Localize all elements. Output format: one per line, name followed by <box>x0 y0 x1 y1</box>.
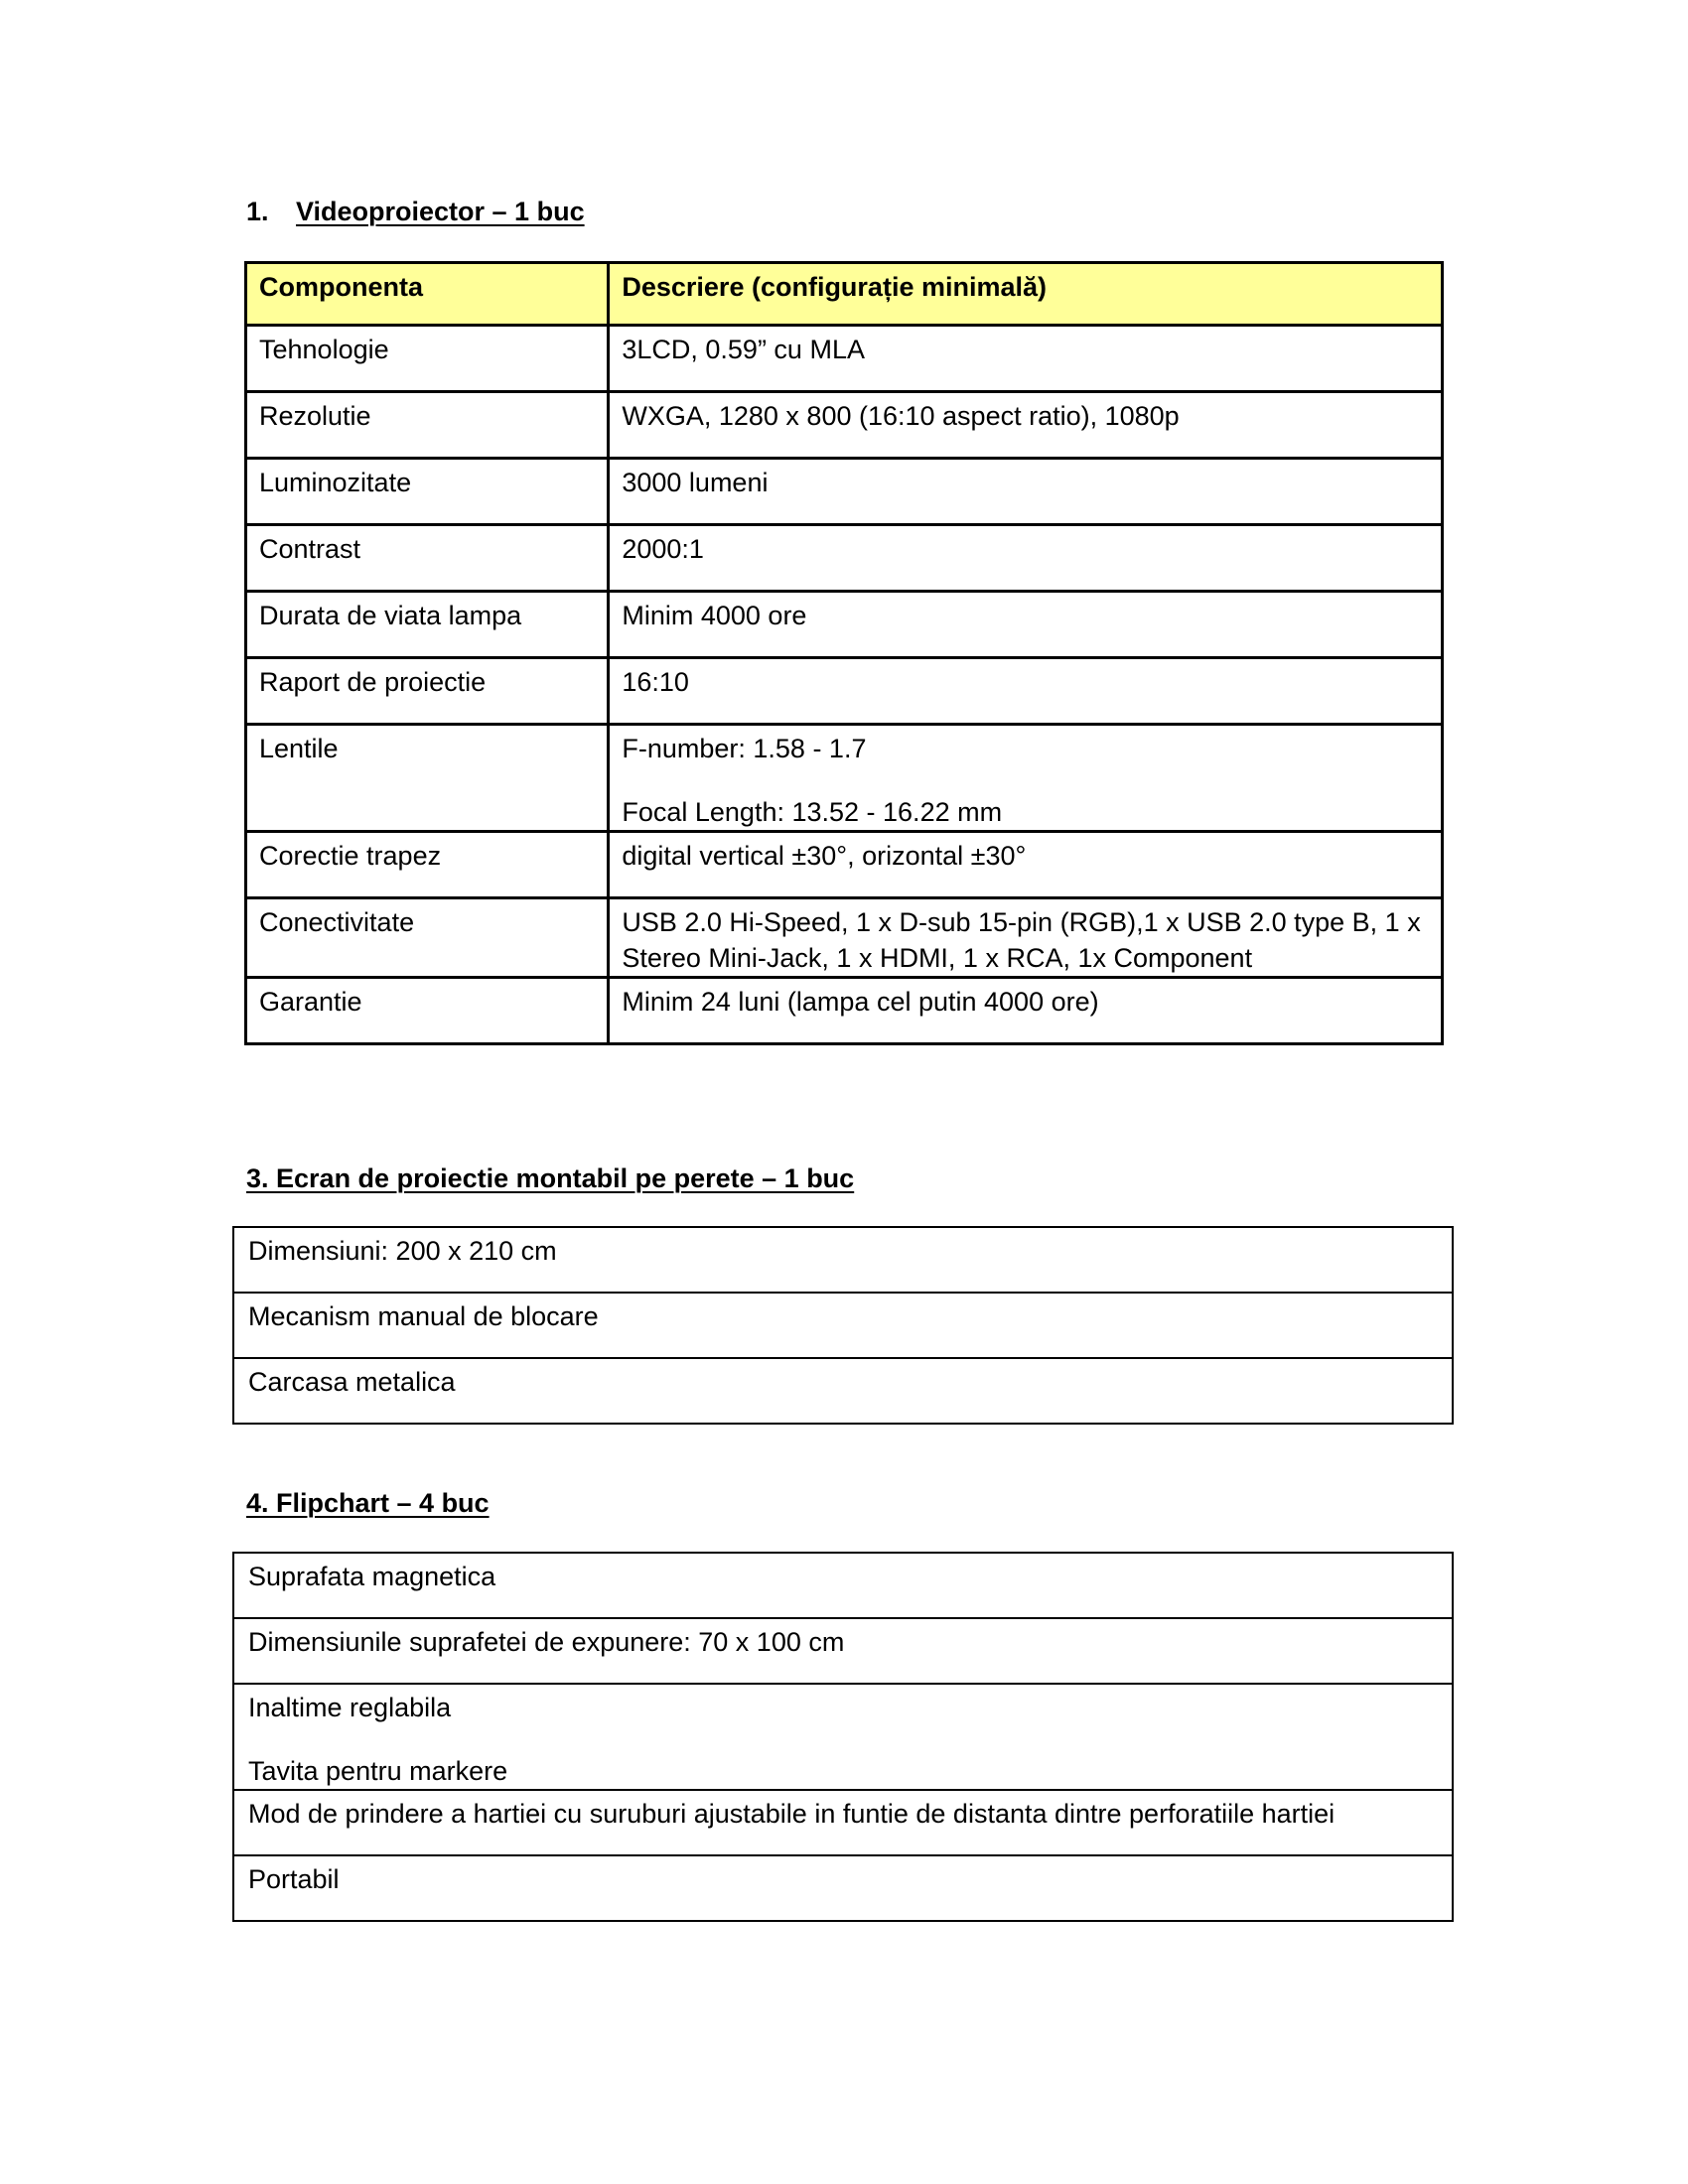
spec-table-row <box>246 832 1443 898</box>
ecran-row-text: Dimensiuni: 200 x 210 cm <box>248 1236 557 1266</box>
spec-component-cell: Tehnologie <box>246 326 609 392</box>
ecran-spec-table <box>232 1226 1454 1425</box>
spec-table-row <box>246 592 1443 658</box>
section-1-heading <box>246 197 585 227</box>
section-1-number: 1. <box>246 197 269 226</box>
spec-component-cell: Corectie trapez <box>246 832 609 898</box>
spec-component-cell: Garantie <box>246 978 609 1044</box>
spec-description-line: 16:10 <box>622 667 689 697</box>
spec-description-cell <box>609 832 1443 898</box>
flipchart-row-text: Dimensiunile suprafetei de expunere: 70 x 100 cm <box>248 1627 845 1657</box>
spec-description-cell <box>609 978 1443 1044</box>
ecran-row <box>233 1358 1453 1424</box>
flipchart-row-text: Suprafata magnetica <box>248 1562 496 1591</box>
spec-table-row <box>246 658 1443 725</box>
spec-table-row <box>246 725 1443 832</box>
ecran-row-text: Mecanism manual de blocare <box>248 1301 599 1331</box>
spec-description-line: WXGA, 1280 x 800 (16:10 aspect ratio), 1080p <box>622 401 1180 431</box>
spec-description-cell <box>609 592 1443 658</box>
section-3-heading: 3. Ecran de proiectie montabil pe perete – 1 buc <box>246 1163 855 1193</box>
spec-description-line: USB 2.0 Hi-Speed, 1 x D-sub 15-pin (RGB),1 x USB 2.0 type B, 1 x Stereo Mini-Jack, 1 x HDMI, 1 x RCA, 1x Component <box>622 907 1421 973</box>
spec-table-row <box>246 459 1443 525</box>
spec-description-line: digital vertical ±30°, orizontal ±30° <box>622 841 1027 871</box>
spec-description-line: Minim 4000 ore <box>622 601 807 630</box>
spec-description-cell <box>609 525 1443 592</box>
spec-component-cell: Contrast <box>246 525 609 592</box>
ecran-row <box>233 1293 1453 1358</box>
spec-description-line: F-number: 1.58 - 1.7 <box>622 734 867 763</box>
flipchart-row-text: Inaltime reglabila <box>248 1693 452 1722</box>
ecran-row-cell <box>233 1358 1453 1424</box>
flipchart-row <box>233 1790 1453 1855</box>
flipchart-row <box>233 1855 1453 1921</box>
ecran-row-text: Carcasa metalica <box>248 1367 456 1397</box>
spec-description-cell <box>609 459 1443 525</box>
spec-table-row <box>246 898 1443 978</box>
spec-component-cell: Luminozitate <box>246 459 609 525</box>
spec-description-cell <box>609 725 1443 832</box>
flipchart-row-text: Tavita pentru markere <box>248 1756 508 1786</box>
flipchart-spec-table <box>232 1552 1454 1922</box>
flipchart-row-cell <box>233 1855 1453 1921</box>
spec-table-row <box>246 978 1443 1044</box>
spec-description-cell <box>609 898 1443 978</box>
header-descriere: Descriere (configurație minimală) <box>609 263 1443 326</box>
videoproiector-spec-table <box>244 261 1444 1045</box>
spec-description-line: 2000:1 <box>622 534 704 564</box>
spec-description-line: Focal Length: 13.52 - 16.22 mm <box>622 797 1003 827</box>
flipchart-row-cell <box>233 1618 1453 1684</box>
flipchart-row-text: Mod de prindere a hartiei cu suruburi ajustabile in funtie de distanta dintre perforatiile hartiei <box>248 1799 1336 1829</box>
flipchart-row-text: Portabil <box>248 1864 340 1894</box>
spec-table-header-row <box>246 263 1443 326</box>
spec-component-cell: Rezolutie <box>246 392 609 459</box>
ecran-row-cell <box>233 1227 1453 1293</box>
spec-table-row <box>246 392 1443 459</box>
flipchart-row <box>233 1618 1453 1684</box>
spec-description-cell <box>609 658 1443 725</box>
ecran-row-cell <box>233 1293 1453 1358</box>
section-1-title: Videoproiector – 1 buc <box>296 197 585 226</box>
flipchart-row-cell <box>233 1790 1453 1855</box>
ecran-row <box>233 1227 1453 1293</box>
spec-component-cell: Durata de viata lampa <box>246 592 609 658</box>
spec-description-line: Minim 24 luni (lampa cel putin 4000 ore) <box>622 987 1099 1017</box>
spec-description-cell <box>609 392 1443 459</box>
spec-component-cell: Conectivitate <box>246 898 609 978</box>
flipchart-row <box>233 1553 1453 1618</box>
spec-description-line: 3000 lumeni <box>622 468 769 497</box>
flipchart-row-cell <box>233 1684 1453 1790</box>
flipchart-row <box>233 1684 1453 1790</box>
spec-component-cell: Raport de proiectie <box>246 658 609 725</box>
spec-table-row <box>246 326 1443 392</box>
flipchart-row-cell <box>233 1553 1453 1618</box>
spec-description-line: 3LCD, 0.59” cu MLA <box>622 335 865 364</box>
spec-table-row <box>246 525 1443 592</box>
spec-description-cell <box>609 326 1443 392</box>
spec-component-cell: Lentile <box>246 725 609 832</box>
header-componenta: Componenta <box>246 263 609 326</box>
section-4-heading: 4. Flipchart – 4 buc <box>246 1488 490 1518</box>
